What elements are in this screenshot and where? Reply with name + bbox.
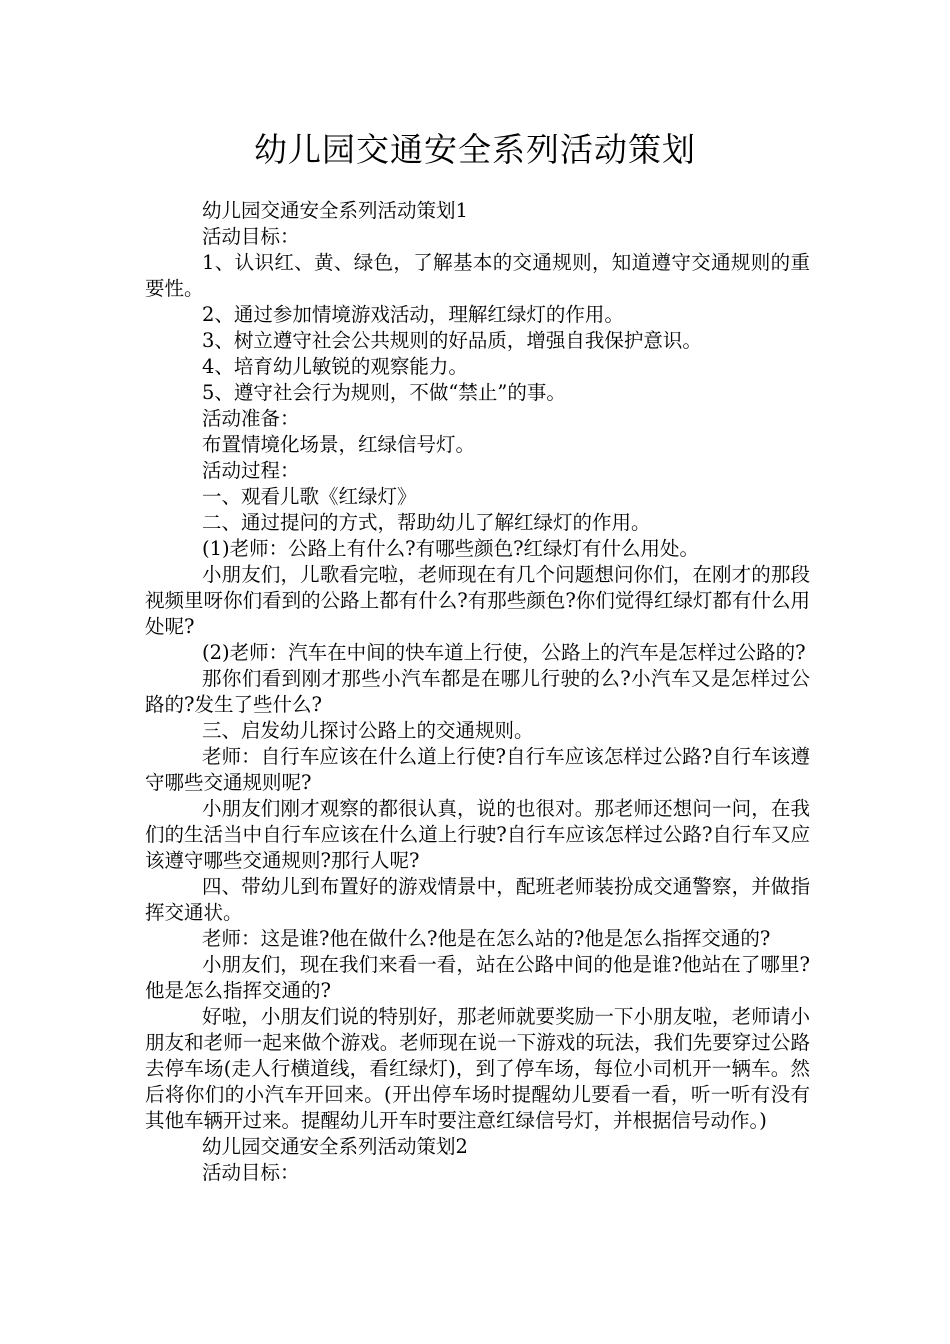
document-title: 幼儿园交通安全系列活动策划 — [254, 130, 696, 169]
paragraph: 活动目标： — [202, 1161, 300, 1184]
paragraph: 三、启发幼儿探讨公路上的交通规则。 — [202, 719, 534, 742]
paragraph: 活动目标： — [202, 225, 300, 248]
paragraph: 老师：这是谁?他在做什么?他是在怎么站的?他是怎么指挥交通的? — [202, 927, 771, 950]
paragraph: 小朋友们刚才观察的都很认真，说的也很对。那老师还想问一问，在我们的生活当中自行车应该在什么道上行驶?自行车应该怎样过公路?自行车又应该遵守哪些交通规则?那行人呢? — [145, 797, 810, 872]
paragraph: 5、遵守社会行为规则，不做“禁止”的事。 — [202, 381, 566, 404]
paragraph: 幼儿园交通安全系列活动策划1 — [202, 199, 468, 222]
paragraph: 活动过程： — [202, 459, 300, 482]
paragraph: 3、树立遵守社会公共规则的好品质，增强自我保护意识。 — [202, 329, 702, 352]
paragraph: 2、通过参加情境游戏活动，理解红绿灯的作用。 — [202, 303, 624, 326]
paragraph: 那你们看到刚才那些小汽车都是在哪儿行驶的么?小汽车又是怎样过公路的?发生了些什么? — [145, 667, 810, 716]
paragraph: 小朋友们，现在我们来看一看，站在公路中间的他是谁?他站在了哪里?他是怎么指挥交通的? — [145, 953, 810, 1002]
paragraph: 小朋友们，儿歌看完啦，老师现在有几个问题想问你们，在刚才的那段视频里呀你们看到的公路上都有什么?有那些颜色?你们觉得红绿灯都有什么用处呢? — [145, 563, 810, 638]
paragraph: 老师：自行车应该在什么道上行使?自行车应该怎样过公路?自行车该遵守哪些交通规则呢? — [145, 745, 810, 794]
paragraph: 四、带幼儿到布置好的游戏情景中，配班老师装扮成交通警察，并做指挥交通状。 — [145, 875, 810, 924]
paragraph: 一、观看儿歌《红绿灯》 — [202, 485, 417, 508]
document-body — [145, 198, 810, 1186]
paragraph: 二、通过提问的方式，帮助幼儿了解红绿灯的作用。 — [202, 511, 651, 534]
paragraph: 活动准备： — [202, 407, 300, 430]
paragraph: (1)老师：公路上有什么?有哪些颜色?红绿灯有什么用处。 — [202, 537, 700, 560]
paragraph: 1、认识红、黄、绿色，了解基本的交通规则，知道遵守交通规则的重要性。 — [145, 251, 810, 300]
paragraph: (2)老师：汽车在中间的快车道上行使，公路上的汽车是怎样过公路的? — [202, 641, 806, 664]
paragraph: 好啦，小朋友们说的特别好，那老师就要奖励一下小朋友啦，老师请小朋友和老师一起来做个游戏。老师现在说一下游戏的玩法，我们先要穿过公路去停车场(走人行横道线，看红绿灯)，到了停车场，每位小司机开一辆车。然后将你们的小汽车开回来。(开出停车场时提醒幼儿要看一看，听一听有没有其他车辆开过来。提醒幼儿开车时要注意红绿信号灯，并根据信号动作。) — [145, 1005, 810, 1132]
paragraph: 幼儿园交通安全系列活动策划2 — [202, 1135, 468, 1158]
paragraph: 布置情境化场景，红绿信号灯。 — [202, 433, 476, 456]
paragraph: 4、培育幼儿敏锐的观察能力。 — [202, 355, 468, 378]
